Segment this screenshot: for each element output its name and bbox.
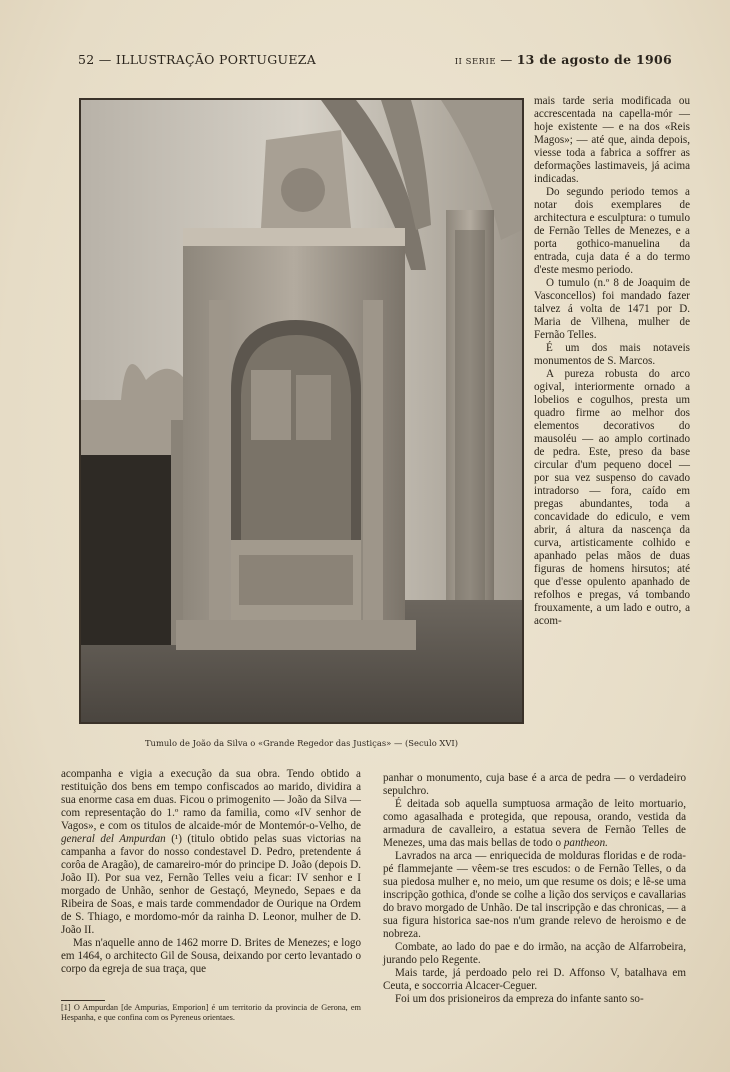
paragraph: Combate, ao lado do pae e do irmão, na acção de Alfarrobeira, jurando pelo Regente. (383, 941, 686, 966)
series-label: II SERIE (454, 57, 497, 67)
paragraph: O tumulo (n.º 8 de Joaquim de Vasconcellos) foi mandado fazer talvez á volta de 1471 por D. Maria de Vilhena, mulher de Fernão Telles. (534, 277, 690, 341)
text-run: acompanha e vigia a execução da sua obra. Tendo obtido a restituição dos bens em tempo confiscados ao marido, dividira a sua enorme casa em duas. Ficou o primogenito — João da Silva — com representação do 1.º ramo da familia, como «IV senhor de Vagos», e com os titulos de alcaide-mór de Montemór-o-Velho, de (61, 768, 361, 832)
right-column (534, 95, 690, 628)
header-separator: — (500, 53, 513, 67)
paragraph (61, 768, 361, 937)
footnote-rule (61, 1000, 105, 1001)
text-run: (¹) (titulo obtido pelas suas victorias na campanha a favor do nosso condestavel D. Pedro, pretendente á corôa de Aragão), de camareiro-mór do principe D. João (depois D. João II). Por sua vez, Fernão Telles veiu a ficar: IV senhor e I morgado de Unhão, senhor de Gestaçó, Meynedo, Sepaes e da Ribeira de Soas, e mais tarde commendador de Ourique na Ordem de S. Thiago, e mordomo-mór da rainha D. Leonor, mulher de D. João II. (61, 833, 361, 936)
paragraph: mais tarde seria modificada ou accrescentada na capella-mór — hoje existente — e na dos «Reis Magos»; — até que, ainda depois, viesse toda a fabrica a soffrer as deformações lastimaveis, já acima indicadas. (534, 95, 690, 185)
footnote-text: [1] O Ampurdan [de Ampurias, Emporion] é um territorio da provincia de Gerona, em Hespanha, e que confina com os Pyreneus orientaes. (61, 1003, 361, 1022)
photo-caption: Tumulo de João da Silva o «Grande Regedor das Justiças» — (Seculo XVI) (144, 738, 459, 748)
middle-column (383, 772, 686, 1006)
paragraph: A pureza robusta do arco ogival, interiormente ornado a lobelios e cogulhos, presta um quadro firme ao melhor dos elementos decorativos do mausoléu — ao amplo cortinado de pedra. Este, preso da base circular d'um pequeno docel — por sua vez suspenso do cavado intradorso — fora, caído em pregas abundantes, toda a concavidade do ediculo, e vem abrir, á altura da nascença da curva, artisticamente colhido e apanhado pelas mãos de duas figuras de homens hirsutos; até que d'esse opulento apanhado de refolhos e pregas, vá tombando frouxamente, a um lado e outro, a acom- (534, 368, 690, 627)
italic-term: general del Ampurdan (61, 833, 166, 845)
page-header-title: 52 — ILLUSTRAÇÃO PORTUGUEZA (78, 52, 317, 67)
left-column (61, 768, 361, 976)
paragraph: Lavrados na arca — enriquecida de molduras floridas e de roda-pé flammejante — vêem-se tres escudos: o de Fernão Telles, o da sua piedosa mulher e, no meio, um que resume os dois; e lê-se uma inscripção gothica, d'onde se colhe a lição dos serviços e cavallarias do bravo morgado de Unhão. De tal inscripção e das chronicas, — a sua figura historica sae-nos n'um grande relevo de heroismo e de nobreza. (383, 850, 686, 940)
paragraph: Do segundo periodo temos a notar dois exemplares de architectura e esculptura: o tumulo de Fernão Telles de Menezes, e a porta gothico-manuelina da entrada, cuja data é a do termo d'este mesmo periodo. (534, 186, 690, 276)
italic-term: pantheon. (563, 837, 608, 849)
tomb-photograph (79, 98, 524, 724)
footnote (61, 1000, 361, 1023)
paragraph: Mas n'aquelle anno de 1462 morre D. Brites de Menezes; e logo em 1464, o architecto Gil de Sousa, deixando por certo levantado o corpo da egreja de sua traça, que (61, 937, 361, 975)
paragraph (383, 798, 686, 850)
page-header-date (455, 52, 672, 67)
text-run: É deitada sob aquella sumptuosa armação de leito mortuario, como agasalhada e protegida, que repousa, orando, vestida da armadura de cavalleiro, a estatua severa de Fernão Telles de Menezes, uma das mais bellas de todo o (383, 798, 686, 849)
issue-date: 13 de agosto de 1906 (516, 52, 672, 67)
paragraph: É um dos mais notaveis monumentos de S. Marcos. (534, 342, 690, 367)
paragraph: panhar o monumento, cuja base é a arca de pedra — o verdadeiro sepulchro. (383, 772, 686, 797)
paragraph: Mais tarde, já perdoado pelo rei D. Affonso V, batalhava em Ceuta, e soccorria Alcacer-Ceguer. (383, 967, 686, 992)
paragraph: Foi um dos prisioneiros da empreza do infante santo so- (395, 993, 644, 1005)
